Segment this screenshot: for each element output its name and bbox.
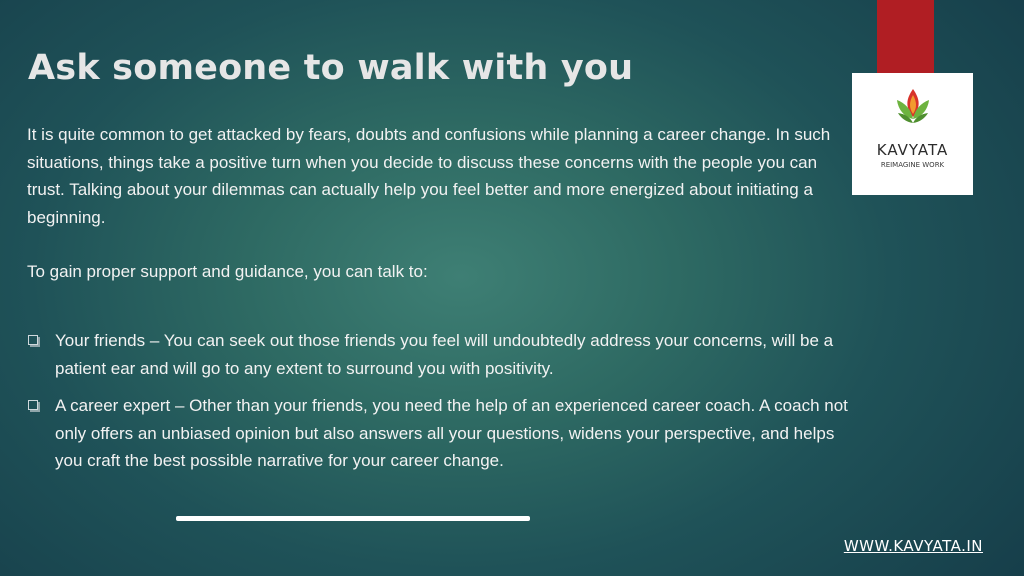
list-item-career-expert [27, 392, 857, 475]
list-item-friends [27, 327, 857, 382]
logo-tagline: REIMAGINE WORK [880, 161, 945, 169]
intro-paragraph: It is quite common to get attacked by fears, doubts and confusions while planning a career change. In such situations, things take a positive turn when you decide to discuss these concerns with the people you can trust. Talking about your dilemmas can actually help you feel better and more energized about initiating a beginning. [27, 125, 831, 227]
checkbox-icon [28, 400, 38, 410]
flame-leaf-icon [892, 87, 934, 139]
bullet-text: Your friends – You can seek out those friends you feel will undoubtedly address your concerns, will be a patient ear and will go to any extent to surround you with positivity. [55, 331, 834, 378]
bullet-text: A career expert – Other than your friends, you need the help of an experienced career coach. A coach not only offers an unbiased opinion but also answers all your questions, widens your perspective, and helps you craft the best possible narrative for your career change. [55, 396, 848, 470]
bullet-list [27, 327, 857, 485]
checkbox-icon [28, 335, 38, 345]
logo-wordmark: KAVYATA [876, 141, 949, 159]
divider-bar [176, 516, 530, 521]
kavyata-logo [852, 73, 973, 195]
body-text [27, 121, 847, 286]
lead-paragraph: To gain proper support and guidance, you can talk to: [27, 262, 428, 281]
red-accent-bar [877, 0, 934, 74]
website-link[interactable]: WWW.KAVYATA.IN [843, 537, 983, 555]
page-title: Ask someone to walk with you [28, 48, 634, 88]
